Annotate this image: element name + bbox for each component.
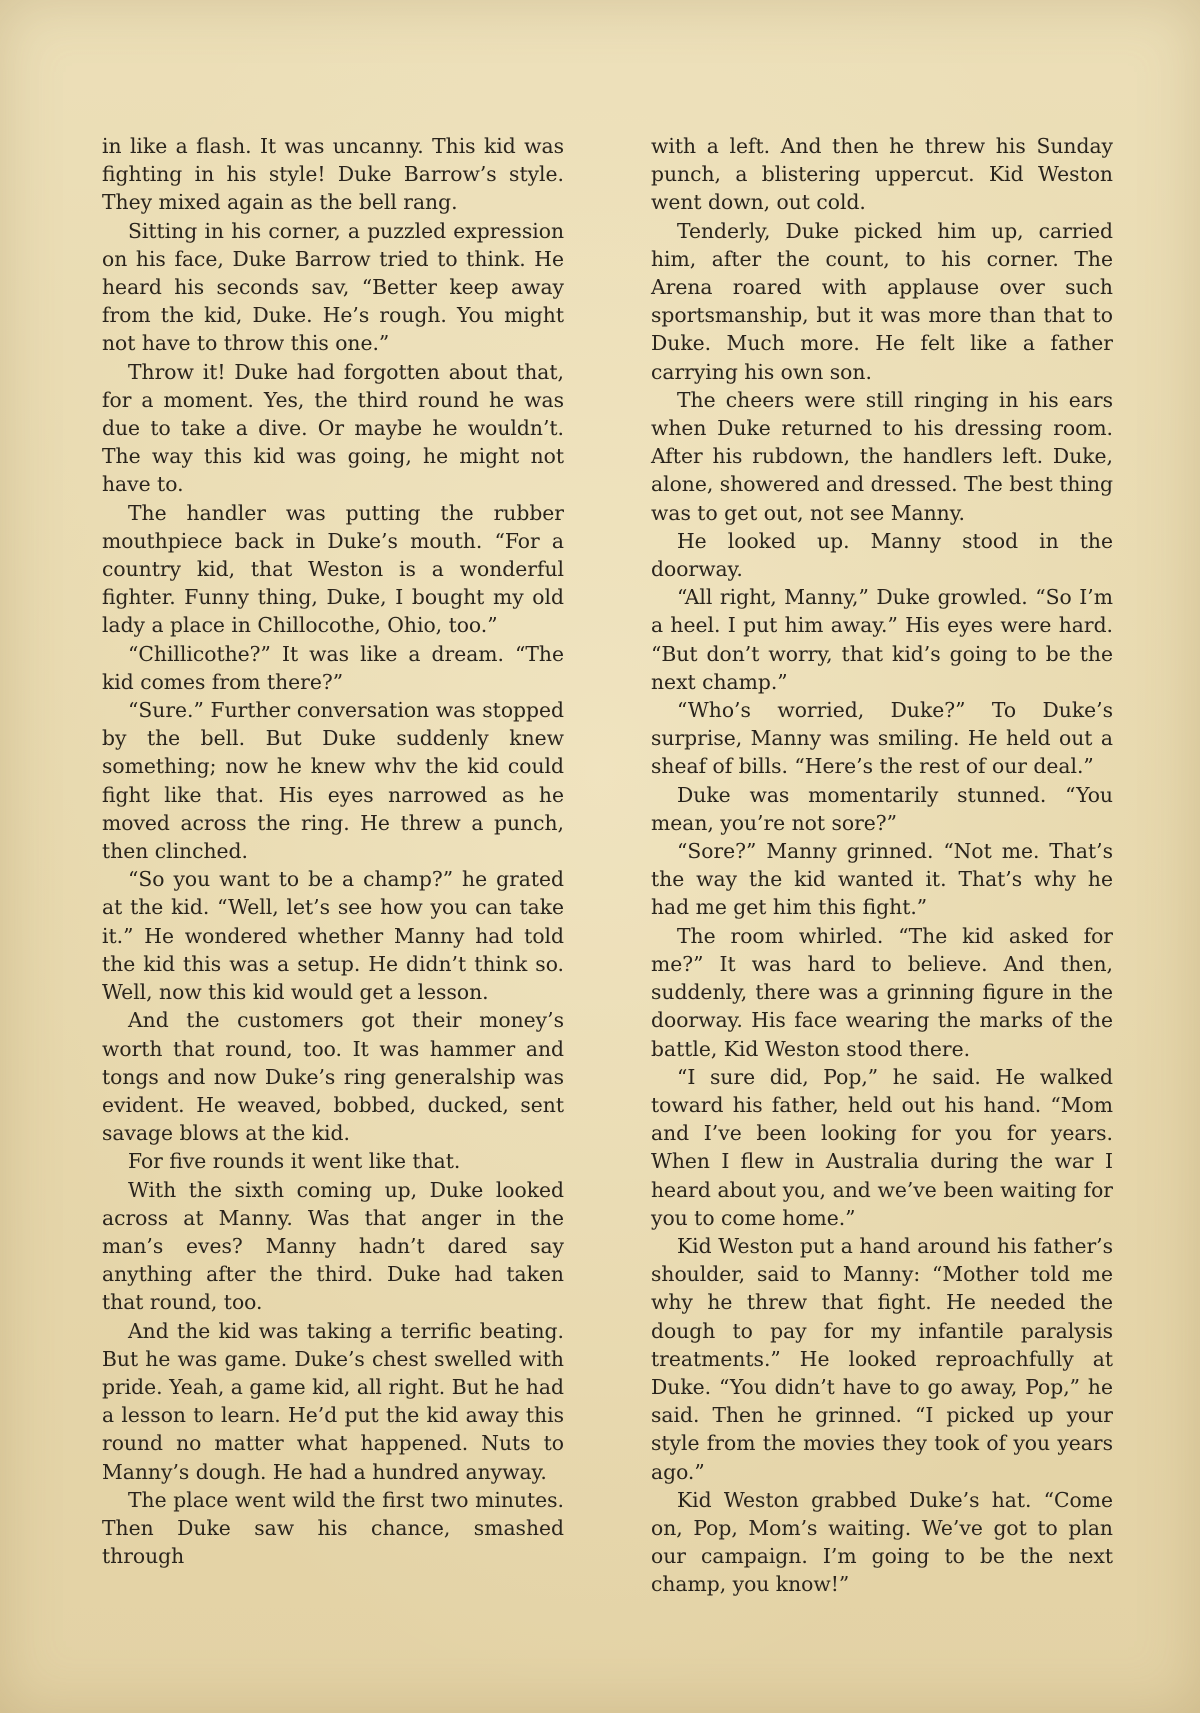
paragraph: The room whirled. “The kid asked for me?” It was hard to believe. And then, suddenly, there was a grinning figure in the doorway. His face wearing the marks of the battle, Kid Weston stood there. bbox=[651, 923, 1113, 1061]
paragraph: The place went wild the first two minutes. Then Duke saw his chance, smashed through bbox=[102, 1487, 564, 1569]
paragraph: “All right, Manny,” Duke growled. “So I’m a heel. I put him away.” His eyes were hard. “But don’t worry, that kid’s going to be the next champ.” bbox=[651, 585, 1113, 694]
paragraph: Duke was momentarily stunned. “You mean, you’re not sore?” bbox=[651, 782, 1113, 835]
paragraph: Sitting in his corner, a puzzled expression on his face, Duke Barrow tried to think. He heard his seconds sav, “Better keep away from the kid, Duke. He’s rough. You might not have to throw this one.” bbox=[102, 218, 564, 356]
paragraph: “Chillicothe?” It was like a dream. “The kid comes from there?” bbox=[102, 641, 564, 694]
paragraph: “So you want to be a champ?” he grated at the kid. “Well, let’s see how you can take it.” He wondered whether Manny had told the kid this was a setup. He didn’t think so. Well, now this kid would get a lesson. bbox=[102, 867, 564, 1005]
paragraph: The handler was putting the rubber mouthpiece back in Duke’s mouth. “For a country kid, that Weston is a wonderful fighter. Funny thing, Duke, I bought my old lady a place in Chillocothe, Ohio, too.” bbox=[102, 500, 564, 638]
paragraph: “Who’s worried, Duke?” To Duke’s surprise, Manny was smiling. He held out a sheaf of bills. “Here’s the rest of our deal.” bbox=[651, 698, 1113, 779]
paragraph: Kid Weston put a hand around his father’s shoulder, said to Manny: “Mother told me why he threw that fight. He needed the dough to pay for my infantile paralysis treatments.” He looked reproachfully at Duke. “You didn’t have to go away, Pop,” he said. Then he grinned. “I picked up your style from the movies they took of you years ago.” bbox=[651, 1233, 1113, 1484]
paragraph: “Sure.” Further conversation was stopped by the bell. But Duke suddenly knew something; now he knew whv the kid could fight like that. His eyes narrowed as he moved across the ring. He threw a punch, then clinched. bbox=[102, 698, 564, 864]
paragraph: Kid Weston grabbed Duke’s hat. “Come on, Pop, Mom’s waiting. We’ve got to plan our campaign. I’m going to be the next champ, you know!” bbox=[651, 1487, 1113, 1597]
paragraph: “I sure did, Pop,” he said. He walked toward his father, held out his hand. “Mom and I’ve been looking for you for years. When I flew in Australia during the war I heard about you, and we’ve been waiting for you to come home.” bbox=[651, 1064, 1113, 1230]
paragraph: in like a flash. It was uncanny. This kid was fighting in his style! Duke Barrow’s style. They mixed again as the bell rang. bbox=[102, 134, 564, 215]
paragraph: The cheers were still ringing in his ears when Duke returned to his dressing room. After his rubdown, the handlers left. Duke, alone, showered and dressed. The best thing was to get out, not see Manny. bbox=[651, 387, 1113, 525]
paragraph: And the kid was taking a terrific beating. But he was game. Duke’s chest swelled with pride. Yeah, a game kid, all right. But he had a lesson to learn. He’d put the kid away this round no matter what happened. Nuts to Manny’s dough. He had a hundred anyway. bbox=[102, 1318, 564, 1484]
paragraph: For five rounds it went like that. bbox=[128, 1149, 461, 1174]
paragraph: “Sore?” Manny grinned. “Not me. That’s the way the kid wanted it. That’s why he had me get him this fight.” bbox=[651, 839, 1113, 920]
left-column bbox=[102, 132, 564, 1570]
right-column bbox=[651, 132, 1113, 1599]
paragraph: He looked up. Manny stood in the doorway. bbox=[651, 528, 1113, 582]
paragraph: And the customers got their money’s worth that round, too. It was hammer and tongs and now Duke’s ring generalship was evident. He weaved, bobbed, ducked, sent savage blows at the kid. bbox=[102, 1008, 564, 1146]
paragraph: Tenderly, Duke picked him up, carried him, after the count, to his corner. The Arena roared with applause over such sportsmanship, but it was more than that to Duke. Much more. He felt like a father carrying his own son. bbox=[651, 218, 1113, 384]
paragraph: Throw it! Duke had forgotten about that, for a moment. Yes, the third round he was due to take a dive. Or maybe he wouldn’t. The way this kid was going, he might not have to. bbox=[102, 359, 564, 497]
paragraph: with a left. And then he threw his Sunday punch, a blistering uppercut. Kid Weston went down, out cold. bbox=[651, 134, 1113, 215]
paragraph: With the sixth coming up, Duke looked across at Manny. Was that anger in the man’s eves? Manny hadn’t dared say anything after the third. Duke had taken that round, too. bbox=[102, 1177, 564, 1315]
